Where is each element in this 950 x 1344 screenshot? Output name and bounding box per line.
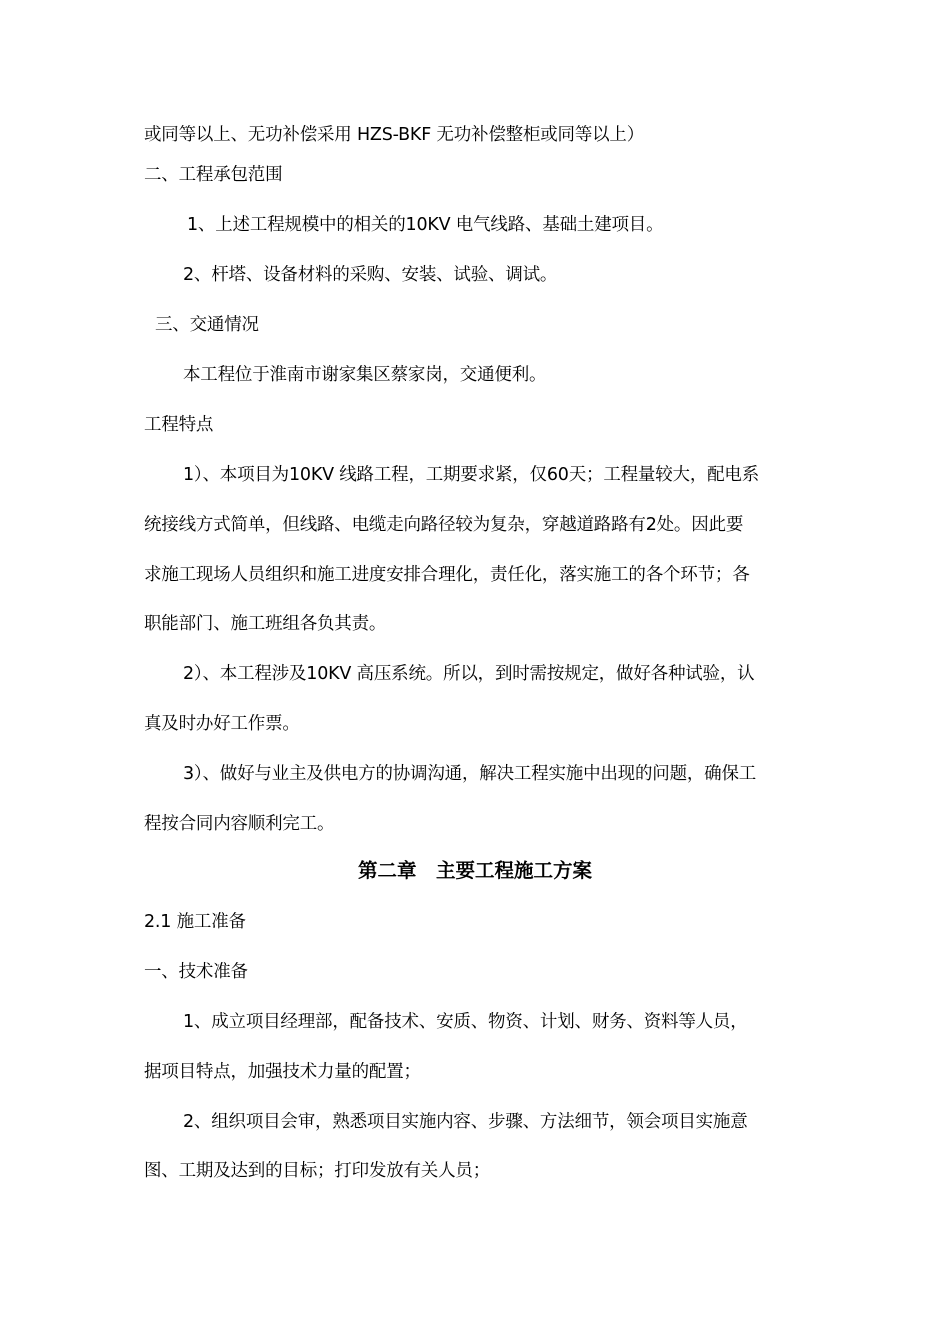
paragraph-line: 职能部门、施工班组各负其责。 (144, 614, 387, 634)
paragraph-line: 求施工现场人员组织和施工进度安排合理化，责任化，落实施工的各个环节；各 (144, 565, 750, 585)
paragraph-line: 2、组织项目会审，熟悉项目实施内容、步骤、方法细节，领会项目实施意 (183, 1112, 748, 1132)
paragraph-line: 统接线方式简单，但线路、电缆走向路径较为复杂，穿越道路路有2处。因此要 (144, 515, 744, 535)
section-heading: 二、工程承包范围 (144, 165, 283, 185)
paragraph-line: 图、工期及达到的目标；打印发放有关人员； (144, 1161, 490, 1181)
section-heading: 一、技术准备 (144, 962, 248, 982)
paragraph-line: 真及时办好工作票。 (144, 714, 300, 734)
list-item: 1、上述工程规模中的相关的10KV 电气线路、基础土建项目。 (187, 215, 664, 235)
paragraph-line: 1）、本项目为10KV 线路工程，工期要求紧，仅60天；工程量较大，配电系 (183, 465, 760, 485)
paragraph-line: 据项目特点，加强技术力量的配置； (144, 1062, 421, 1082)
text-line: 或同等以上、无功补偿采用 HZS-BKF 无功补偿整柜或同等以上） (144, 125, 645, 145)
list-item: 2、杆塔、设备材料的采购、安装、试验、调试。 (183, 265, 558, 285)
chapter-title: 第二章 主要工程施工方案 (357, 859, 592, 882)
text-line: 本工程位于淮南市谢家集区蔡家岗，交通便利。 (183, 365, 547, 385)
section-heading: 2.1 施工准备 (144, 912, 246, 932)
section-heading: 三、交通情况 (155, 315, 259, 335)
section-heading: 工程特点 (144, 415, 214, 435)
paragraph-line: 3）、做好与业主及供电方的协调沟通，解决工程实施中出现的问题，确保工 (183, 764, 757, 784)
paragraph-line: 程按合同内容顺利完工。 (144, 814, 335, 834)
paragraph-line: 1、成立项目经理部，配备技术、安质、物资、计划、财务、资料等人员， (183, 1012, 748, 1032)
paragraph-line: 2）、本工程涉及10KV 高压系统。所以，到时需按规定，做好各种试验，认 (183, 664, 755, 684)
